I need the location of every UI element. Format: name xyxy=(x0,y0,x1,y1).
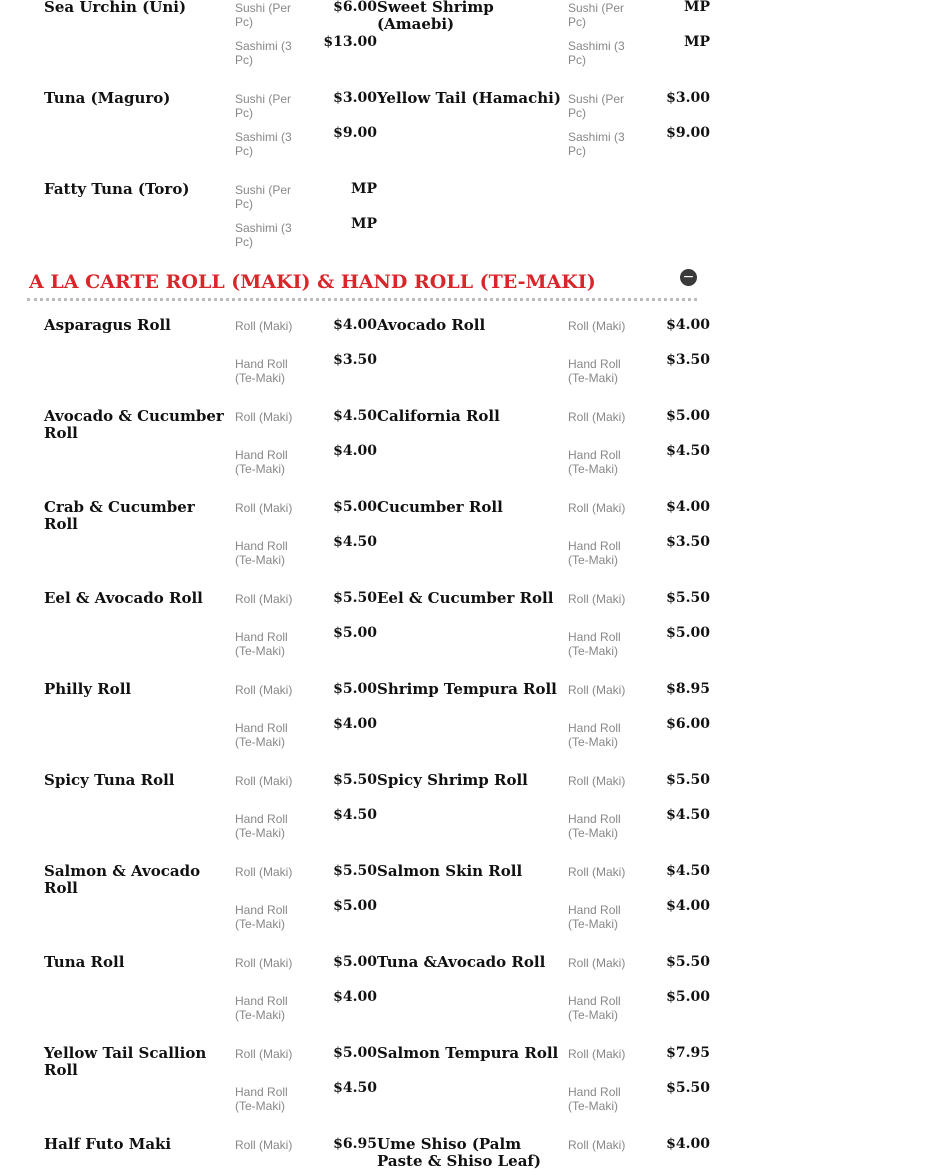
category-title: A LA CARTE ROLL (MAKI) & HAND ROLL (TE-MAKI) xyxy=(29,271,596,293)
option-label: Hand Roll (Te-Maki) xyxy=(568,357,621,385)
option-label: Roll (Maki) xyxy=(568,501,626,515)
option-label: Hand Roll (Te-Maki) xyxy=(235,994,288,1022)
option-label: Hand Roll (Te-Maki) xyxy=(235,721,288,749)
option-label: Roll (Maki) xyxy=(235,865,293,879)
option-label: Sushi (Per Pc) xyxy=(235,1,292,29)
option-price: $5.00 xyxy=(333,681,377,697)
option-price: $4.00 xyxy=(666,898,710,914)
option-label: Hand Roll (Te-Maki) xyxy=(568,1085,621,1113)
option-label: Hand Roll (Te-Maki) xyxy=(235,903,288,931)
option-label: Hand Roll (Te-Maki) xyxy=(235,448,288,476)
item-name: Fatty Tuna (Toro) xyxy=(44,180,190,198)
item-name: Sea Urchin (Uni) xyxy=(44,0,187,16)
option-price: $4.50 xyxy=(666,863,710,879)
option-price: $4.00 xyxy=(333,317,377,333)
item-name: Half Futo Maki xyxy=(44,1135,172,1153)
option-price: $5.50 xyxy=(333,590,377,606)
option-price: $4.50 xyxy=(333,1080,377,1096)
option-price: $5.50 xyxy=(666,590,710,606)
option-label: Hand Roll (Te-Maki) xyxy=(568,448,621,476)
option-label: Sashimi (3 Pc) xyxy=(568,39,625,67)
item-name: Tuna (Maguro) xyxy=(44,89,171,107)
option-label: Roll (Maki) xyxy=(235,1047,293,1061)
item-name: Avocado & Cucumber Roll xyxy=(44,407,224,442)
option-price: $4.50 xyxy=(333,534,377,550)
option-price: $4.50 xyxy=(333,408,377,424)
option-label: Roll (Maki) xyxy=(568,1138,626,1152)
option-price: $8.95 xyxy=(666,681,710,697)
item-name: Crab & Cucumber Roll xyxy=(44,498,195,533)
option-price: $4.00 xyxy=(666,1136,710,1152)
option-label: Sushi (Per Pc) xyxy=(235,183,292,211)
option-price: MP xyxy=(683,0,710,15)
option-price: $13.00 xyxy=(323,34,377,50)
option-label: Hand Roll (Te-Maki) xyxy=(568,539,621,567)
option-price: $9.00 xyxy=(666,125,710,141)
option-label: Roll (Maki) xyxy=(568,683,626,697)
option-price: $4.00 xyxy=(666,499,710,515)
option-label: Roll (Maki) xyxy=(568,774,626,788)
option-price: $6.00 xyxy=(666,716,710,732)
option-label: Roll (Maki) xyxy=(235,683,293,697)
item-name: Salmon Tempura Roll xyxy=(377,1044,559,1062)
option-price: $5.50 xyxy=(333,863,377,879)
option-price: $4.00 xyxy=(666,317,710,333)
option-label: Roll (Maki) xyxy=(235,319,293,333)
option-label: Roll (Maki) xyxy=(235,410,293,424)
category-header[interactable] xyxy=(27,266,697,301)
item-name: Tuna Roll xyxy=(44,953,125,971)
option-price: $5.00 xyxy=(666,408,710,424)
item-name: Ume Shiso (Palm Paste & Shiso Leaf) xyxy=(377,1135,541,1170)
option-price: $3.50 xyxy=(666,352,710,368)
option-label: Hand Roll (Te-Maki) xyxy=(235,539,288,567)
option-label: Roll (Maki) xyxy=(235,1138,293,1152)
option-price: $5.00 xyxy=(333,898,377,914)
option-label: Sushi (Per Pc) xyxy=(235,92,292,120)
option-label: Sushi (Per Pc) xyxy=(568,1,625,29)
option-price: $3.50 xyxy=(333,352,377,368)
item-name: Eel & Cucumber Roll xyxy=(377,589,554,607)
option-price: $5.50 xyxy=(666,954,710,970)
item-name: Asparagus Roll xyxy=(44,316,171,334)
item-name: Tuna &Avocado Roll xyxy=(377,953,546,971)
item-name: Yellow Tail Scallion Roll xyxy=(44,1044,207,1079)
item-name: Spicy Tuna Roll xyxy=(44,771,175,789)
option-label: Roll (Maki) xyxy=(568,1047,626,1061)
option-label: Roll (Maki) xyxy=(235,592,293,606)
option-label: Sashimi (3 Pc) xyxy=(235,39,292,67)
option-label: Sashimi (3 Pc) xyxy=(568,130,625,158)
option-price: $5.00 xyxy=(333,499,377,515)
option-price: MP xyxy=(350,181,377,197)
option-label: Hand Roll (Te-Maki) xyxy=(568,630,621,658)
option-price: $5.00 xyxy=(666,989,710,1005)
item-name: Avocado Roll xyxy=(377,316,486,334)
option-price: $5.50 xyxy=(666,772,710,788)
option-label: Roll (Maki) xyxy=(568,865,626,879)
option-label: Roll (Maki) xyxy=(568,956,626,970)
option-price: $4.00 xyxy=(333,716,377,732)
option-price: $5.50 xyxy=(333,772,377,788)
option-price: $4.50 xyxy=(666,807,710,823)
option-price: $6.95 xyxy=(333,1136,377,1152)
option-price: $9.00 xyxy=(333,125,377,141)
option-label: Hand Roll (Te-Maki) xyxy=(235,357,288,385)
option-price: $5.50 xyxy=(666,1080,710,1096)
item-name: Sweet Shrimp (Amaebi) xyxy=(377,0,494,33)
option-label: Roll (Maki) xyxy=(235,774,293,788)
option-label: Roll (Maki) xyxy=(235,956,293,970)
option-price: $7.95 xyxy=(666,1045,710,1061)
item-name: Philly Roll xyxy=(44,680,132,698)
item-name: Cucumber Roll xyxy=(377,498,503,516)
item-name: Salmon & Avocado Roll xyxy=(44,862,201,897)
option-label: Roll (Maki) xyxy=(568,592,626,606)
option-label: Hand Roll (Te-Maki) xyxy=(568,721,621,749)
option-label: Roll (Maki) xyxy=(568,410,626,424)
option-price: MP xyxy=(350,216,377,232)
option-price: $5.00 xyxy=(666,625,710,641)
option-price: $4.50 xyxy=(333,807,377,823)
option-price: $3.00 xyxy=(333,90,377,106)
item-name: Salmon Skin Roll xyxy=(377,862,523,880)
item-name: California Roll xyxy=(377,407,500,425)
option-label: Hand Roll (Te-Maki) xyxy=(235,812,288,840)
item-name: Shrimp Tempura Roll xyxy=(377,680,557,698)
option-price: $4.50 xyxy=(666,443,710,459)
option-price: $5.00 xyxy=(333,1045,377,1061)
option-label: Sashimi (3 Pc) xyxy=(235,130,292,158)
option-price: $6.00 xyxy=(333,0,377,15)
option-price: $5.00 xyxy=(333,954,377,970)
option-price: $4.00 xyxy=(333,989,377,1005)
collapse-icon[interactable]: − xyxy=(680,269,697,286)
option-label: Hand Roll (Te-Maki) xyxy=(235,630,288,658)
option-price: $4.00 xyxy=(333,443,377,459)
option-label: Roll (Maki) xyxy=(235,501,293,515)
option-price: MP xyxy=(683,34,710,50)
item-name: Yellow Tail (Hamachi) xyxy=(377,89,561,107)
option-label: Hand Roll (Te-Maki) xyxy=(568,812,621,840)
option-price: $3.00 xyxy=(666,90,710,106)
option-label: Roll (Maki) xyxy=(568,319,626,333)
option-label: Hand Roll (Te-Maki) xyxy=(568,994,621,1022)
item-name: Spicy Shrimp Roll xyxy=(377,771,528,789)
option-label: Hand Roll (Te-Maki) xyxy=(235,1085,288,1113)
option-label: Hand Roll (Te-Maki) xyxy=(568,903,621,931)
option-price: $5.00 xyxy=(333,625,377,641)
option-label: Sashimi (3 Pc) xyxy=(235,221,292,249)
option-price: $3.50 xyxy=(666,534,710,550)
option-label: Sushi (Per Pc) xyxy=(568,92,625,120)
item-name: Eel & Avocado Roll xyxy=(44,589,203,607)
